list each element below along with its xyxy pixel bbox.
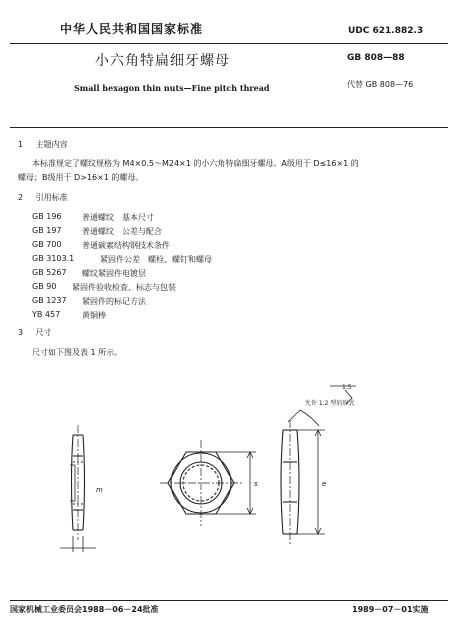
reference-title: 普通螺纹 公差与配合 (82, 227, 162, 236)
footer-rule (10, 600, 448, 601)
reference-code: YB 457 (32, 310, 61, 319)
title-rule (10, 127, 448, 128)
header-rule (10, 43, 448, 44)
gb-number: GB 808—88 (347, 53, 405, 63)
side-profile-left (70, 425, 85, 540)
reference-title: 紧固件的标记方法 (82, 297, 146, 306)
section-3-heading (18, 327, 52, 338)
reference-code: GB 197 (32, 226, 62, 235)
reference-code: GB 5267 (32, 268, 67, 277)
reference-code: GB 90 (32, 282, 57, 291)
section-number: 2 (18, 193, 24, 202)
side-profile-right (281, 420, 325, 544)
reference-title: 普通螺纹 基本尺寸 (82, 213, 154, 222)
section-3-body: 尺寸如下图及表 1 所示。 (32, 348, 123, 357)
reference-title: 黄铜棒 (82, 311, 106, 320)
type-annotation: 允许 1.2 型的形式 (305, 400, 355, 407)
label-m: m (96, 486, 103, 494)
section-number: 3 (18, 328, 24, 337)
implementation-date: 1989－07－01实施 (352, 605, 429, 614)
section-1-body-line-1: 本标准规定了螺纹规格为 M4×0.5～M24×1 的小六角特扁细牙螺母。A级用于 D≤16×1 的 (32, 159, 359, 168)
standard-title-en: Small hexagon thin nuts—Fine pitch thread (74, 83, 270, 93)
label-e: e (322, 480, 327, 488)
approval-date: 国家机械工业委员会1988－06－24批准 (10, 605, 159, 614)
section-number: 1 (18, 140, 24, 149)
standard-title: 小六角特扁细牙螺母 (95, 53, 230, 69)
reference-code: GB 700 (32, 240, 62, 249)
reference-title: 螺纹紧固件电镀层 (82, 269, 146, 278)
reference-title: 普通碳素结构钢技术条件 (82, 241, 170, 250)
reference-title: 紧固件公差 螺栓、螺钉和螺母 (100, 255, 212, 264)
section-2-heading (18, 192, 68, 203)
section-title: 主题内容 (35, 140, 68, 149)
hexagon-plan-view (160, 440, 242, 526)
section-title: 尺寸 (35, 328, 52, 337)
reference-code: GB 196 (32, 212, 62, 221)
section-title: 引用标准 (35, 193, 68, 202)
replaces-standard: 代替 GB 808—76 (347, 80, 414, 89)
udc-number: UDC 621.882.3 (348, 26, 424, 36)
section-1-heading (18, 139, 68, 150)
label-s: s (254, 480, 258, 488)
reference-title: 紧固件验收检查、标志与包装 (72, 283, 176, 292)
reference-code: GB 1237 (32, 296, 67, 305)
issuing-authority: 中华人民共和国国家标准 (60, 22, 204, 36)
section-1-body-line-2: 螺母；B级用于 D>16×1 的螺母。 (18, 173, 144, 182)
angle-label: 1.5 (342, 384, 352, 391)
nut-drawing (0, 370, 457, 600)
reference-code: GB 3103.1 (32, 254, 75, 263)
